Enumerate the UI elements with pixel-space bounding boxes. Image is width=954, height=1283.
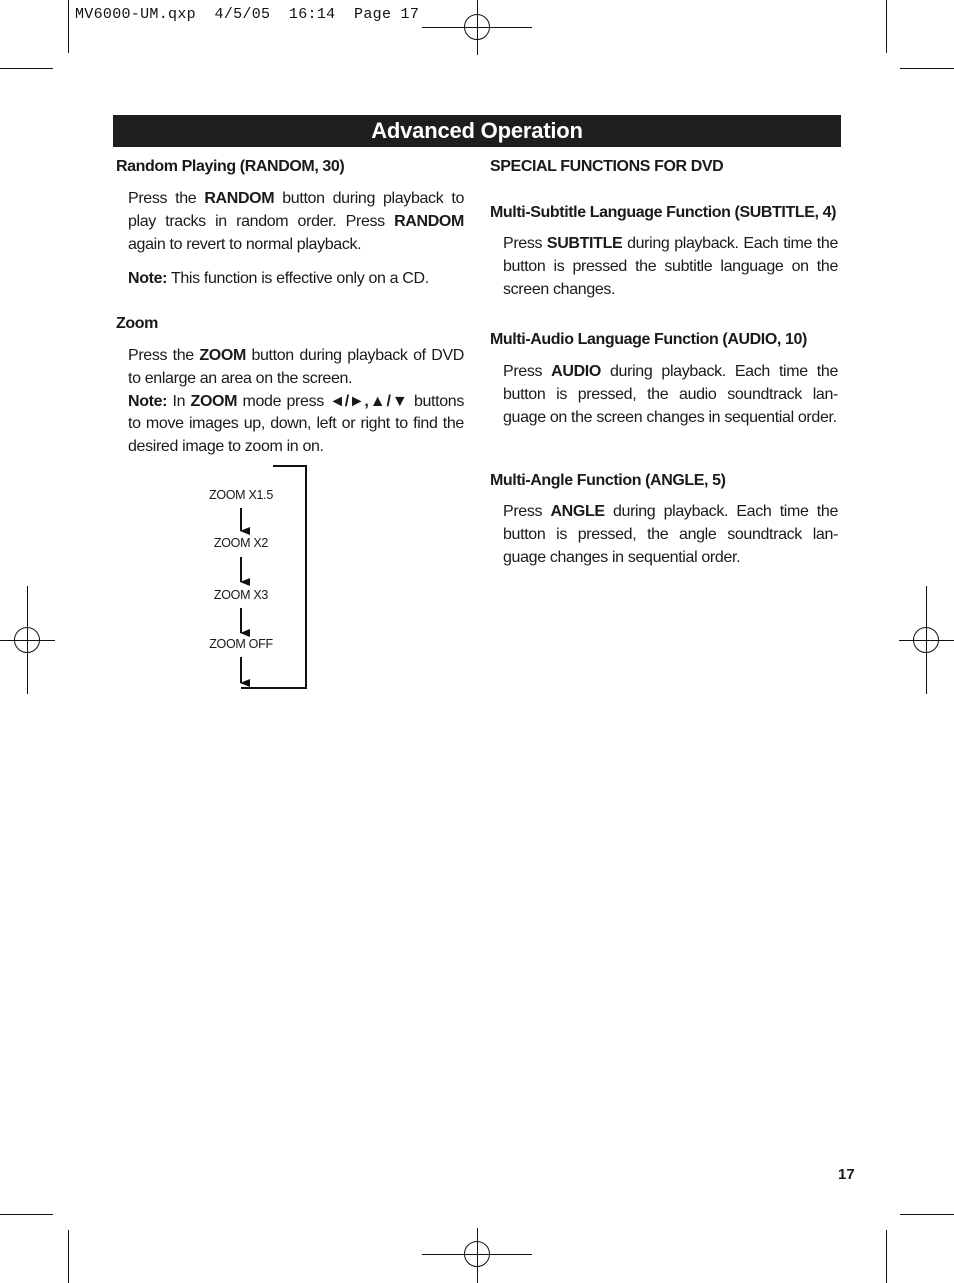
- angle-function-heading: Multi-Angle Function (ANGLE, 5): [490, 472, 726, 489]
- zoom-step-label: ZOOM OFF: [209, 637, 273, 651]
- random-playing-paragraph: Press the RANDOM button during playback to play tracks in random order. Press RANDOM again to revert to normal playback.: [128, 190, 464, 253]
- angle-function-paragraph: Press ANGLE during playback. Each time the button is pressed, the angle soundtrack lan-guage changes in sequential order.: [503, 503, 838, 566]
- audio-function-heading: Multi-Audio Language Function (AUDIO, 10): [490, 331, 807, 348]
- zoom-heading: Zoom: [116, 315, 158, 332]
- page-title-bar: Advanced Operation: [113, 115, 841, 147]
- zoom-paragraph: Press the ZOOM button during playback of DVD to enlarge an area on the screen. Note: In ZOOM mode press ◄/►,▲/▼ buttons to move images up, down, left or right to find the desired image to zoom in on.: [128, 347, 464, 456]
- zoom-step-label: ZOOM X3: [213, 588, 269, 602]
- audio-function-paragraph: Press AUDIO during playback. Each time the button is pressed, the audio soundtrack lan-guage on the screen changes in sequential order.: [503, 363, 838, 426]
- subtitle-function-paragraph: Press SUBTITLE during playback. Each time the button is pressed the subtitle language on the screen changes.: [503, 235, 838, 298]
- print-slug-line: MV6000-UM.qxp 4/5/05 16:14 Page 17: [75, 6, 420, 23]
- subtitle-function-heading: Multi-Subtitle Language Function (SUBTITLE, 4): [490, 204, 837, 221]
- special-functions-heading: SPECIAL FUNCTIONS FOR DVD: [490, 158, 724, 175]
- random-playing-note: Note: This function is effective only on a CD.: [128, 270, 429, 287]
- random-playing-heading: Random Playing (RANDOM, 30): [116, 158, 345, 175]
- zoom-step-label: ZOOM X1.5: [209, 488, 273, 502]
- zoom-step-label: ZOOM X2: [213, 536, 269, 550]
- page-number: 17: [838, 1166, 855, 1183]
